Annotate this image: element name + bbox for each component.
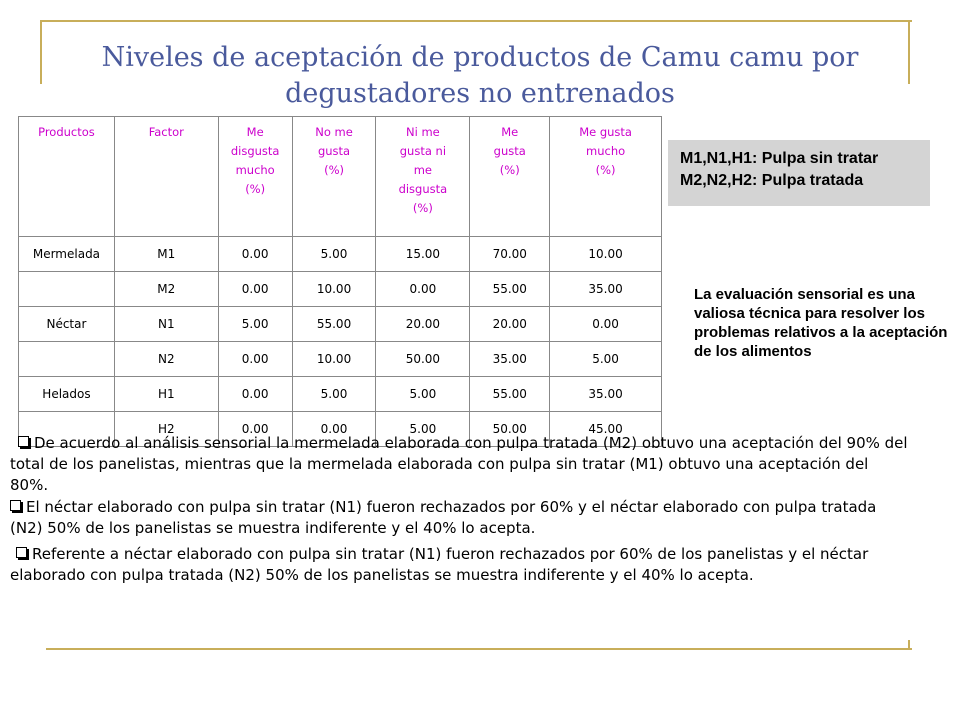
table-cell: 5.00 xyxy=(292,237,376,272)
header-line: (%) xyxy=(324,163,344,177)
table-cell: 15.00 xyxy=(376,237,470,272)
header-line: Me xyxy=(246,125,264,139)
header-line: Ni me xyxy=(406,125,440,139)
table-cell: M1 xyxy=(114,237,218,272)
header-line: Productos xyxy=(38,125,95,139)
table-cell: 5.00 xyxy=(376,377,470,412)
table-cell xyxy=(19,272,115,307)
decorative-top-line xyxy=(40,20,912,22)
decorative-bottom-right-line xyxy=(908,640,910,650)
table-cell: H1 xyxy=(114,377,218,412)
bullet-item xyxy=(10,497,910,539)
table-cell: N2 xyxy=(114,342,218,377)
header-line: No me xyxy=(315,125,353,139)
table-cell: 0.00 xyxy=(218,272,292,307)
header-line: mucho xyxy=(235,163,275,177)
bullet-text: El néctar elaborado con pulpa sin tratar (N1) fueron rechazados por 60% y el néctar elaborado con pulpa tratada (N2) 50% de los panelistas se muestra indiferente y el 40% lo acepta. xyxy=(10,498,877,537)
table-cell: 10.00 xyxy=(292,272,376,307)
header-line: (%) xyxy=(499,163,520,177)
bullet-item xyxy=(10,544,910,586)
header-line: gusta xyxy=(317,144,351,158)
table-cell: 0.00 xyxy=(218,237,292,272)
header-line: me xyxy=(413,163,433,177)
table-cell: 35.00 xyxy=(550,272,662,307)
table-cell: 55.00 xyxy=(470,272,550,307)
table-cell: 5.00 xyxy=(218,307,292,342)
table-row xyxy=(19,307,662,342)
square-bullet-icon xyxy=(16,547,27,558)
decorative-right-line xyxy=(908,20,910,84)
table-cell: 5.00 xyxy=(376,412,470,447)
table-row xyxy=(19,272,662,307)
table-cell: 0.00 xyxy=(292,412,376,447)
table-row xyxy=(19,377,662,412)
header-line: mucho xyxy=(586,144,626,158)
table-header-cell xyxy=(292,117,376,237)
table-cell: 35.00 xyxy=(470,342,550,377)
table-row xyxy=(19,237,662,272)
header-line: disgusta xyxy=(230,144,280,158)
header-line: Me xyxy=(501,125,519,139)
sensory-note: La evaluación sensorial es una valiosa técnica para resolver los problemas relativos a la aceptación de los alimentos xyxy=(694,286,948,360)
header-line: gusta ni xyxy=(399,144,447,158)
square-bullet-icon xyxy=(18,436,29,447)
square-bullet-icon xyxy=(10,500,21,511)
decorative-left-line xyxy=(40,20,42,84)
header-line: (%) xyxy=(412,201,433,215)
table-cell: 20.00 xyxy=(470,307,550,342)
legend-line-untreated: M1,N1,H1: Pulpa sin tratar xyxy=(680,150,879,167)
table-cell: 0.00 xyxy=(218,342,292,377)
decorative-bottom-line xyxy=(46,648,912,650)
table-cell: Mermelada xyxy=(19,237,115,272)
bullet-text: Referente a néctar elaborado con pulpa sin tratar (N1) fueron rechazados por 60% de los panelistas y el néctar elaborado con pulpa tratada (N2) 50% de los panelistas se muestra indiferente y el 40% lo acepta. xyxy=(10,545,869,584)
bullet-list xyxy=(10,433,910,586)
table-cell: 20.00 xyxy=(376,307,470,342)
slide-title: Niveles de aceptación de productos de Camu camu por degustadores no entrenados xyxy=(101,42,859,109)
bullet-text: De acuerdo al análisis sensorial la mermelada elaborada con pulpa tratada (M2) obtuvo una aceptación del 90% del total de los panelistas, mientras que la mermelada elaborada con pulpa sin tratar (M1) obtuvo una aceptación del 80%. xyxy=(10,434,908,494)
header-line: Me gusta xyxy=(579,125,632,139)
table-cell: H2 xyxy=(114,412,218,447)
table-cell: 55.00 xyxy=(470,377,550,412)
table-header-cell xyxy=(19,117,115,237)
acceptance-table xyxy=(18,116,662,447)
table-body xyxy=(19,237,662,447)
table-header-cell xyxy=(550,117,662,237)
legend-line-treated: M2,N2,H2: Pulpa tratada xyxy=(680,172,864,189)
header-line: disgusta xyxy=(398,182,448,196)
table-header-cell xyxy=(114,117,218,237)
table-header-row xyxy=(19,117,662,237)
table-header-cell xyxy=(470,117,550,237)
legend-box xyxy=(668,140,930,206)
header-line: (%) xyxy=(595,163,616,177)
table-cell: 0.00 xyxy=(218,412,292,447)
header-line: (%) xyxy=(245,182,266,196)
table-cell: 55.00 xyxy=(292,307,376,342)
header-line: Factor xyxy=(148,125,184,139)
table-cell: 0.00 xyxy=(550,307,662,342)
table-cell: 70.00 xyxy=(470,237,550,272)
table-cell: 10.00 xyxy=(550,237,662,272)
table-header-cell xyxy=(376,117,470,237)
table-cell: Helados xyxy=(19,377,115,412)
table-cell xyxy=(19,342,115,377)
table-row xyxy=(19,342,662,377)
table-header-cell xyxy=(218,117,292,237)
table-cell: Néctar xyxy=(19,307,115,342)
table-cell: M2 xyxy=(114,272,218,307)
bullet-item xyxy=(10,433,910,496)
table-cell: 50.00 xyxy=(470,412,550,447)
table-cell: 45.00 xyxy=(550,412,662,447)
table-cell: 0.00 xyxy=(218,377,292,412)
table-cell: 5.00 xyxy=(292,377,376,412)
table-cell: N1 xyxy=(114,307,218,342)
table-cell: 0.00 xyxy=(376,272,470,307)
table-cell: 50.00 xyxy=(376,342,470,377)
table-cell: 35.00 xyxy=(550,377,662,412)
table-cell: 5.00 xyxy=(550,342,662,377)
table-cell: 10.00 xyxy=(292,342,376,377)
header-line: gusta xyxy=(493,144,526,158)
